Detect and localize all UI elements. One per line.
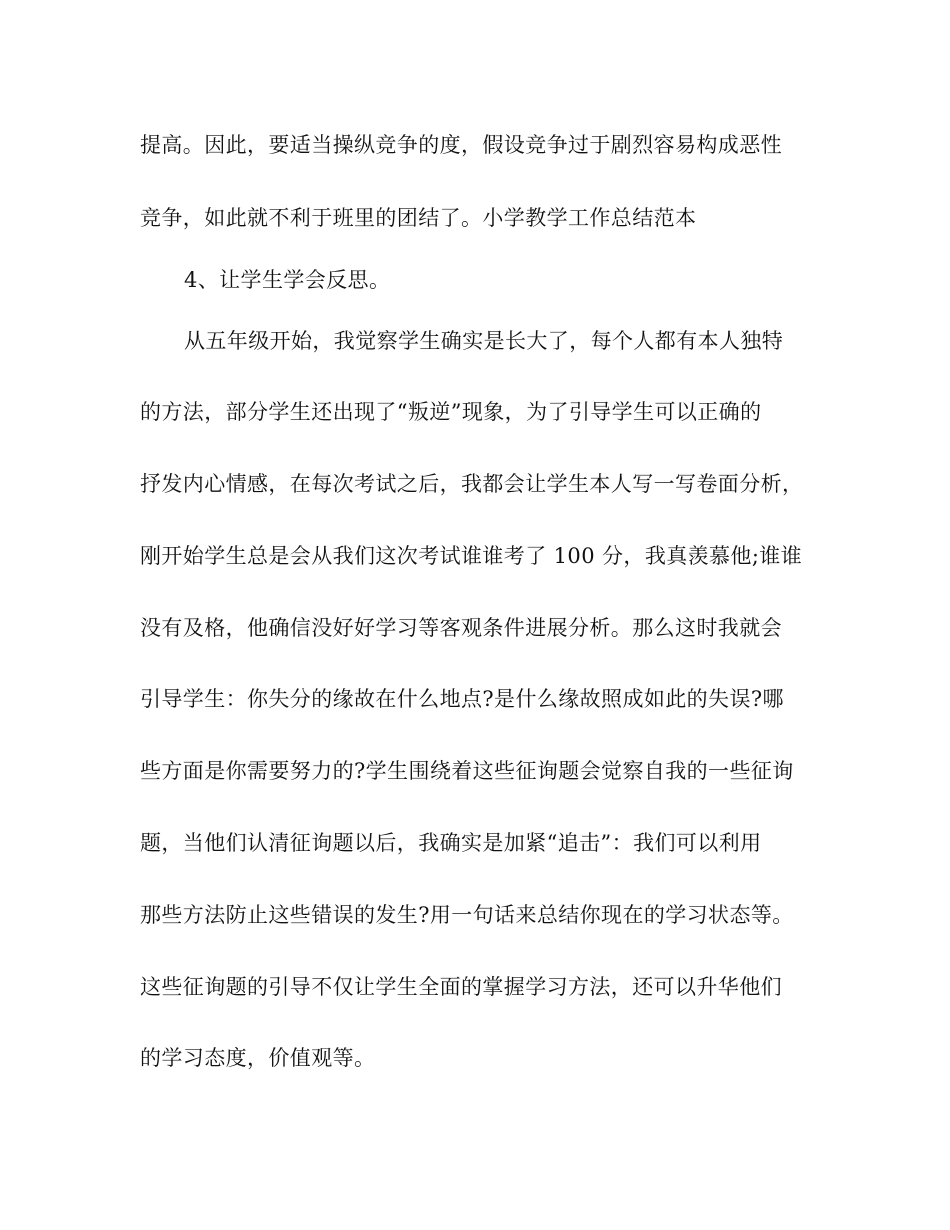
text-line-4: 从五年级开始，我觉察学生确实是长大了，每个人都有本人独特 [184,329,784,353]
text-line-1: 提高。因此，要适当操纵竞争的度，假设竞争过于剧烈容易构成恶性 [140,133,782,157]
text-line-6: 抒发内心情感，在每次考试之后，我都会让学生本人写一写卷面分析， [140,472,804,496]
text-line-12: 那些方法防止这些错误的发生?用一句话来总结你现在的学习状态等。 [140,903,794,927]
text-line-8: 没有及格，他确信没好好学习等客观条件进展分析。那么这时我就会 [140,616,782,640]
text-line-13: 这些征询题的引导不仅让学生全面的掌握学习方法，还可以升华他们 [140,975,782,999]
text-line-5: 的方法，部分学生还出现了“叛逆”现象，为了引导学生可以正确的 [140,400,762,424]
text-line-14: 的学习态度，价值观等。 [140,1046,376,1070]
text-line-7: 刚开始学生总是会从我们这次考试谁谁考了 100 分，我真羡慕他;谁谁 [140,544,803,568]
text-line-9: 引导学生：你失分的缘故在什么地点?是什么缘故照成如此的失误?哪 [140,687,784,711]
text-line-10: 些方面是你需要努力的?学生围绕着这些征询题会觉察自我的一些征询 [140,759,794,783]
list-heading: 4、让学生学会反思。 [184,268,391,292]
text-line-2: 竞争，如此就不利于班里的团结了。小学教学工作总结范本 [140,206,697,230]
text-line-11: 题，当他们认清征询题以后，我确实是加紧“追击”：我们可以利用 [140,831,762,855]
